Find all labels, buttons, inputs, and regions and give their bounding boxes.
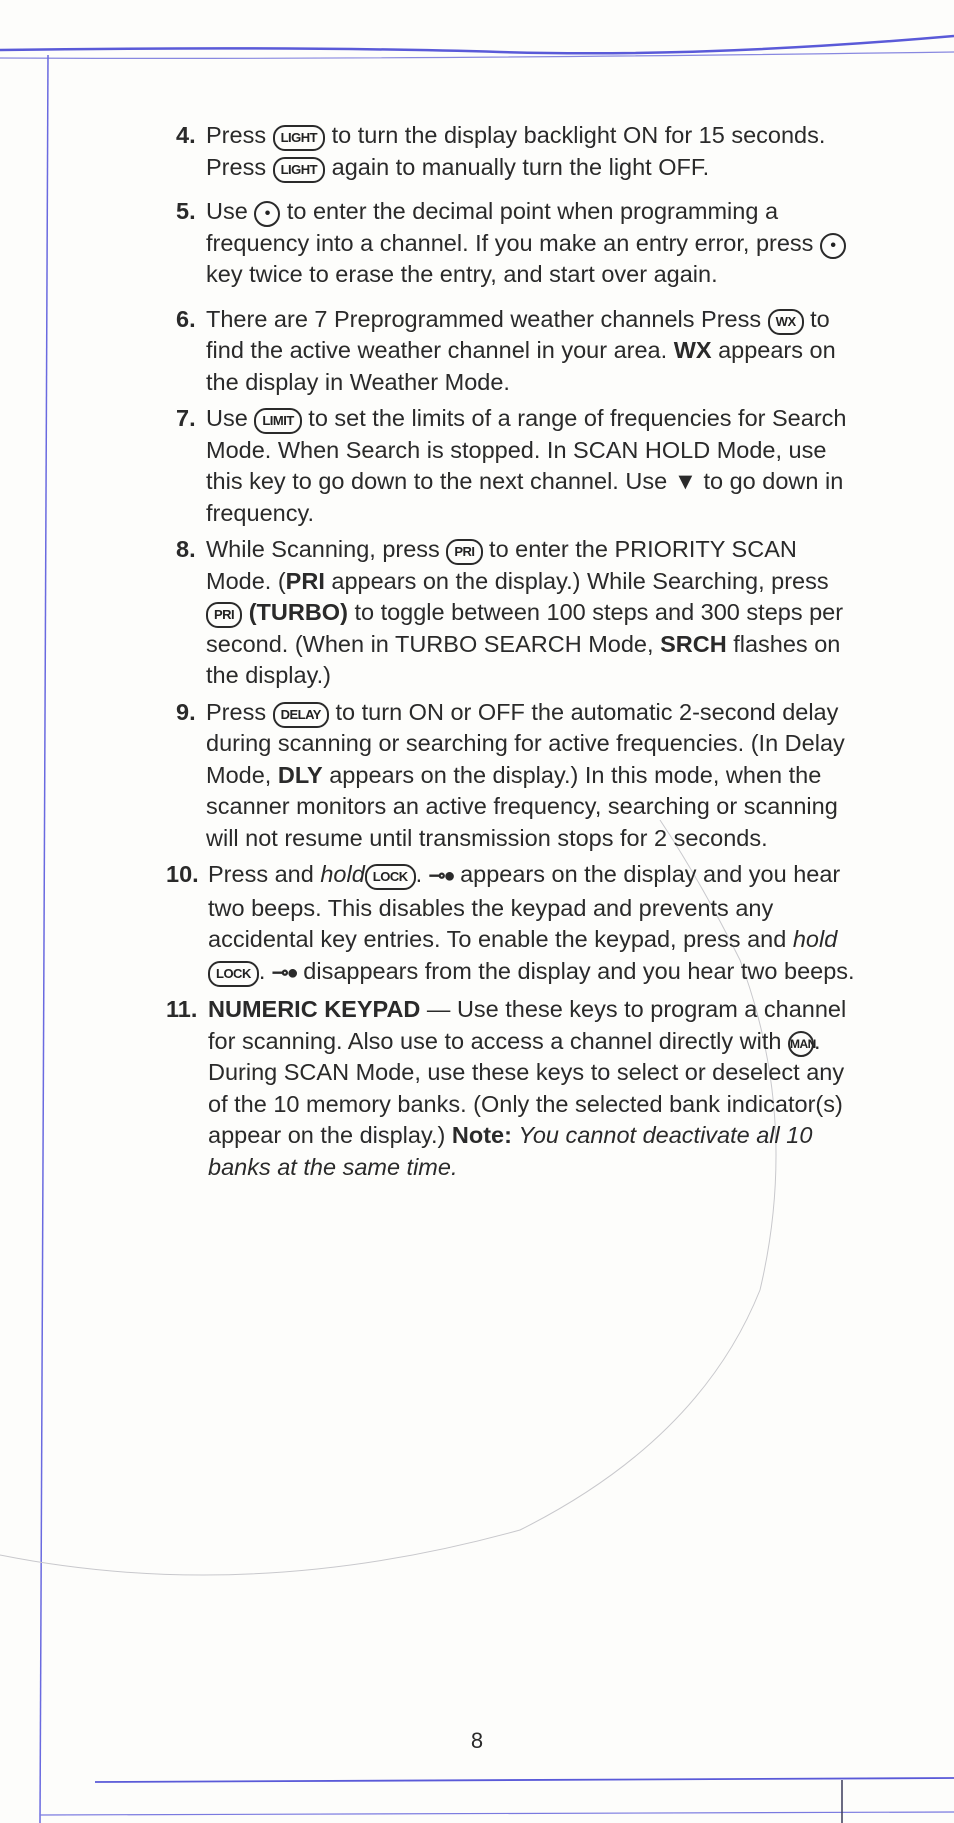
item-text: . During SCAN Mode, use these keys to select or deselect any of the 10 memory banks. (Only the selected bank indicator(s) appear on the display.) xyxy=(208,1027,845,1148)
keypad-lock-icon: ⊸● xyxy=(428,865,454,887)
emphasis-text: hold xyxy=(792,926,838,952)
item-text: appears on the display in Weather Mode. xyxy=(206,337,836,395)
down-arrow-icon: ▼ xyxy=(673,468,697,494)
item-text: . xyxy=(258,957,266,984)
list-item-11 xyxy=(166,994,856,1183)
lock-key-icon: LOCK xyxy=(365,864,416,890)
item-text: While Scanning, press xyxy=(206,536,440,562)
instruction-list xyxy=(166,120,856,1188)
man-key-icon: MAN xyxy=(788,1031,814,1057)
item-text: Use xyxy=(206,405,248,431)
note-text: You cannot deactivate all 10 banks at the same time. xyxy=(208,1122,813,1180)
item-text: to go down in frequency. xyxy=(206,468,844,526)
list-item-10 xyxy=(166,859,856,989)
display-indicator: WX xyxy=(673,337,712,363)
item-text: Press xyxy=(206,698,267,725)
list-item-5 xyxy=(166,196,856,291)
list-item-4 xyxy=(166,120,856,183)
item-number: 5. xyxy=(176,198,196,224)
item-text: appears on the display and you hear two beeps. This disables the keypad and prevents any accidental key entries. To enable the keypad, press and xyxy=(208,861,841,952)
section-heading: NUMERIC KEYPAD xyxy=(208,996,421,1022)
item-text: There are 7 Preprogrammed weather channels Press xyxy=(206,305,762,332)
emphasis-text: hold xyxy=(320,861,365,887)
decimal-key-icon: • xyxy=(820,233,846,259)
item-number: 4. xyxy=(176,122,196,148)
item-text: appears on the display.) While Searching, press xyxy=(331,567,829,594)
light-key-icon: LIGHT xyxy=(273,125,326,151)
item-text: to set the limits of a range of frequencies for Search Mode. When Search is stopped. In SCAN HOLD Mode, use this key to go down to the next channel. Use xyxy=(206,405,847,494)
item-text: to find the active weather channel in your area. xyxy=(206,305,830,363)
item-text: disappears from the display and you hear two beeps. xyxy=(303,957,855,984)
item-number: 8. xyxy=(176,536,196,562)
decimal-key-icon: • xyxy=(254,201,280,227)
display-indicator: DLY xyxy=(277,761,323,788)
item-text: to turn ON or OFF the automatic 2-second delay during scanning or searching for active frequencies. (In Delay Mode, xyxy=(206,698,845,788)
item-text: to turn the display backlight ON for 15 seconds. Press xyxy=(206,122,826,180)
item-text: again to manually turn the light OFF. xyxy=(331,153,710,180)
list-item-9 xyxy=(166,697,856,855)
item-text: . xyxy=(415,861,423,887)
list-item-7 xyxy=(166,403,856,529)
item-number: 9. xyxy=(176,698,196,725)
item-text: to enter the PRIORITY SCAN Mode. ( xyxy=(206,536,797,594)
item-text: Press xyxy=(206,122,267,148)
item-number: 7. xyxy=(176,405,196,431)
item-text: to toggle between 100 steps and 300 steps per second. (When in TURBO SEARCH Mode, xyxy=(206,599,844,657)
list-item-8 xyxy=(166,534,856,692)
display-indicator: PRI xyxy=(285,567,325,594)
limit-key-icon: LIMIT xyxy=(254,408,301,434)
pri-key-icon: PRI xyxy=(206,602,242,628)
list-item-6 xyxy=(166,304,856,399)
item-text: appears on the display.) In this mode, when the scanner monitors an active frequency, searching or scanning will not resume until transmission stops for 2 seconds. xyxy=(206,761,838,851)
pri-key-icon: PRI xyxy=(446,539,482,565)
item-text: flashes on the display.) xyxy=(206,630,841,688)
lock-key-icon: LOCK xyxy=(208,961,259,987)
display-indicator: SRCH xyxy=(660,630,727,657)
item-number: 10. xyxy=(166,861,199,887)
item-text: — Use these keys to program a channel for scanning. Also use to access a channel directly with xyxy=(208,996,847,1054)
delay-key-icon: DELAY xyxy=(273,702,329,728)
turbo-label: (TURBO) xyxy=(248,599,348,625)
note-label: Note: xyxy=(451,1122,512,1148)
page-number: 8 xyxy=(470,1728,484,1753)
item-text: Use xyxy=(206,198,248,224)
item-number: 11. xyxy=(166,996,198,1022)
item-number: 6. xyxy=(176,305,196,332)
item-text: key twice to erase the entry, and start over again. xyxy=(206,261,718,287)
light-key-icon: LIGHT xyxy=(273,157,326,183)
item-text: Press and xyxy=(208,861,314,887)
item-text: to enter the decimal point when programming a frequency into a channel. If you make an entry error, press xyxy=(206,198,814,256)
wx-key-icon: WX xyxy=(768,309,804,335)
keypad-lock-icon: ⊸● xyxy=(271,961,297,984)
